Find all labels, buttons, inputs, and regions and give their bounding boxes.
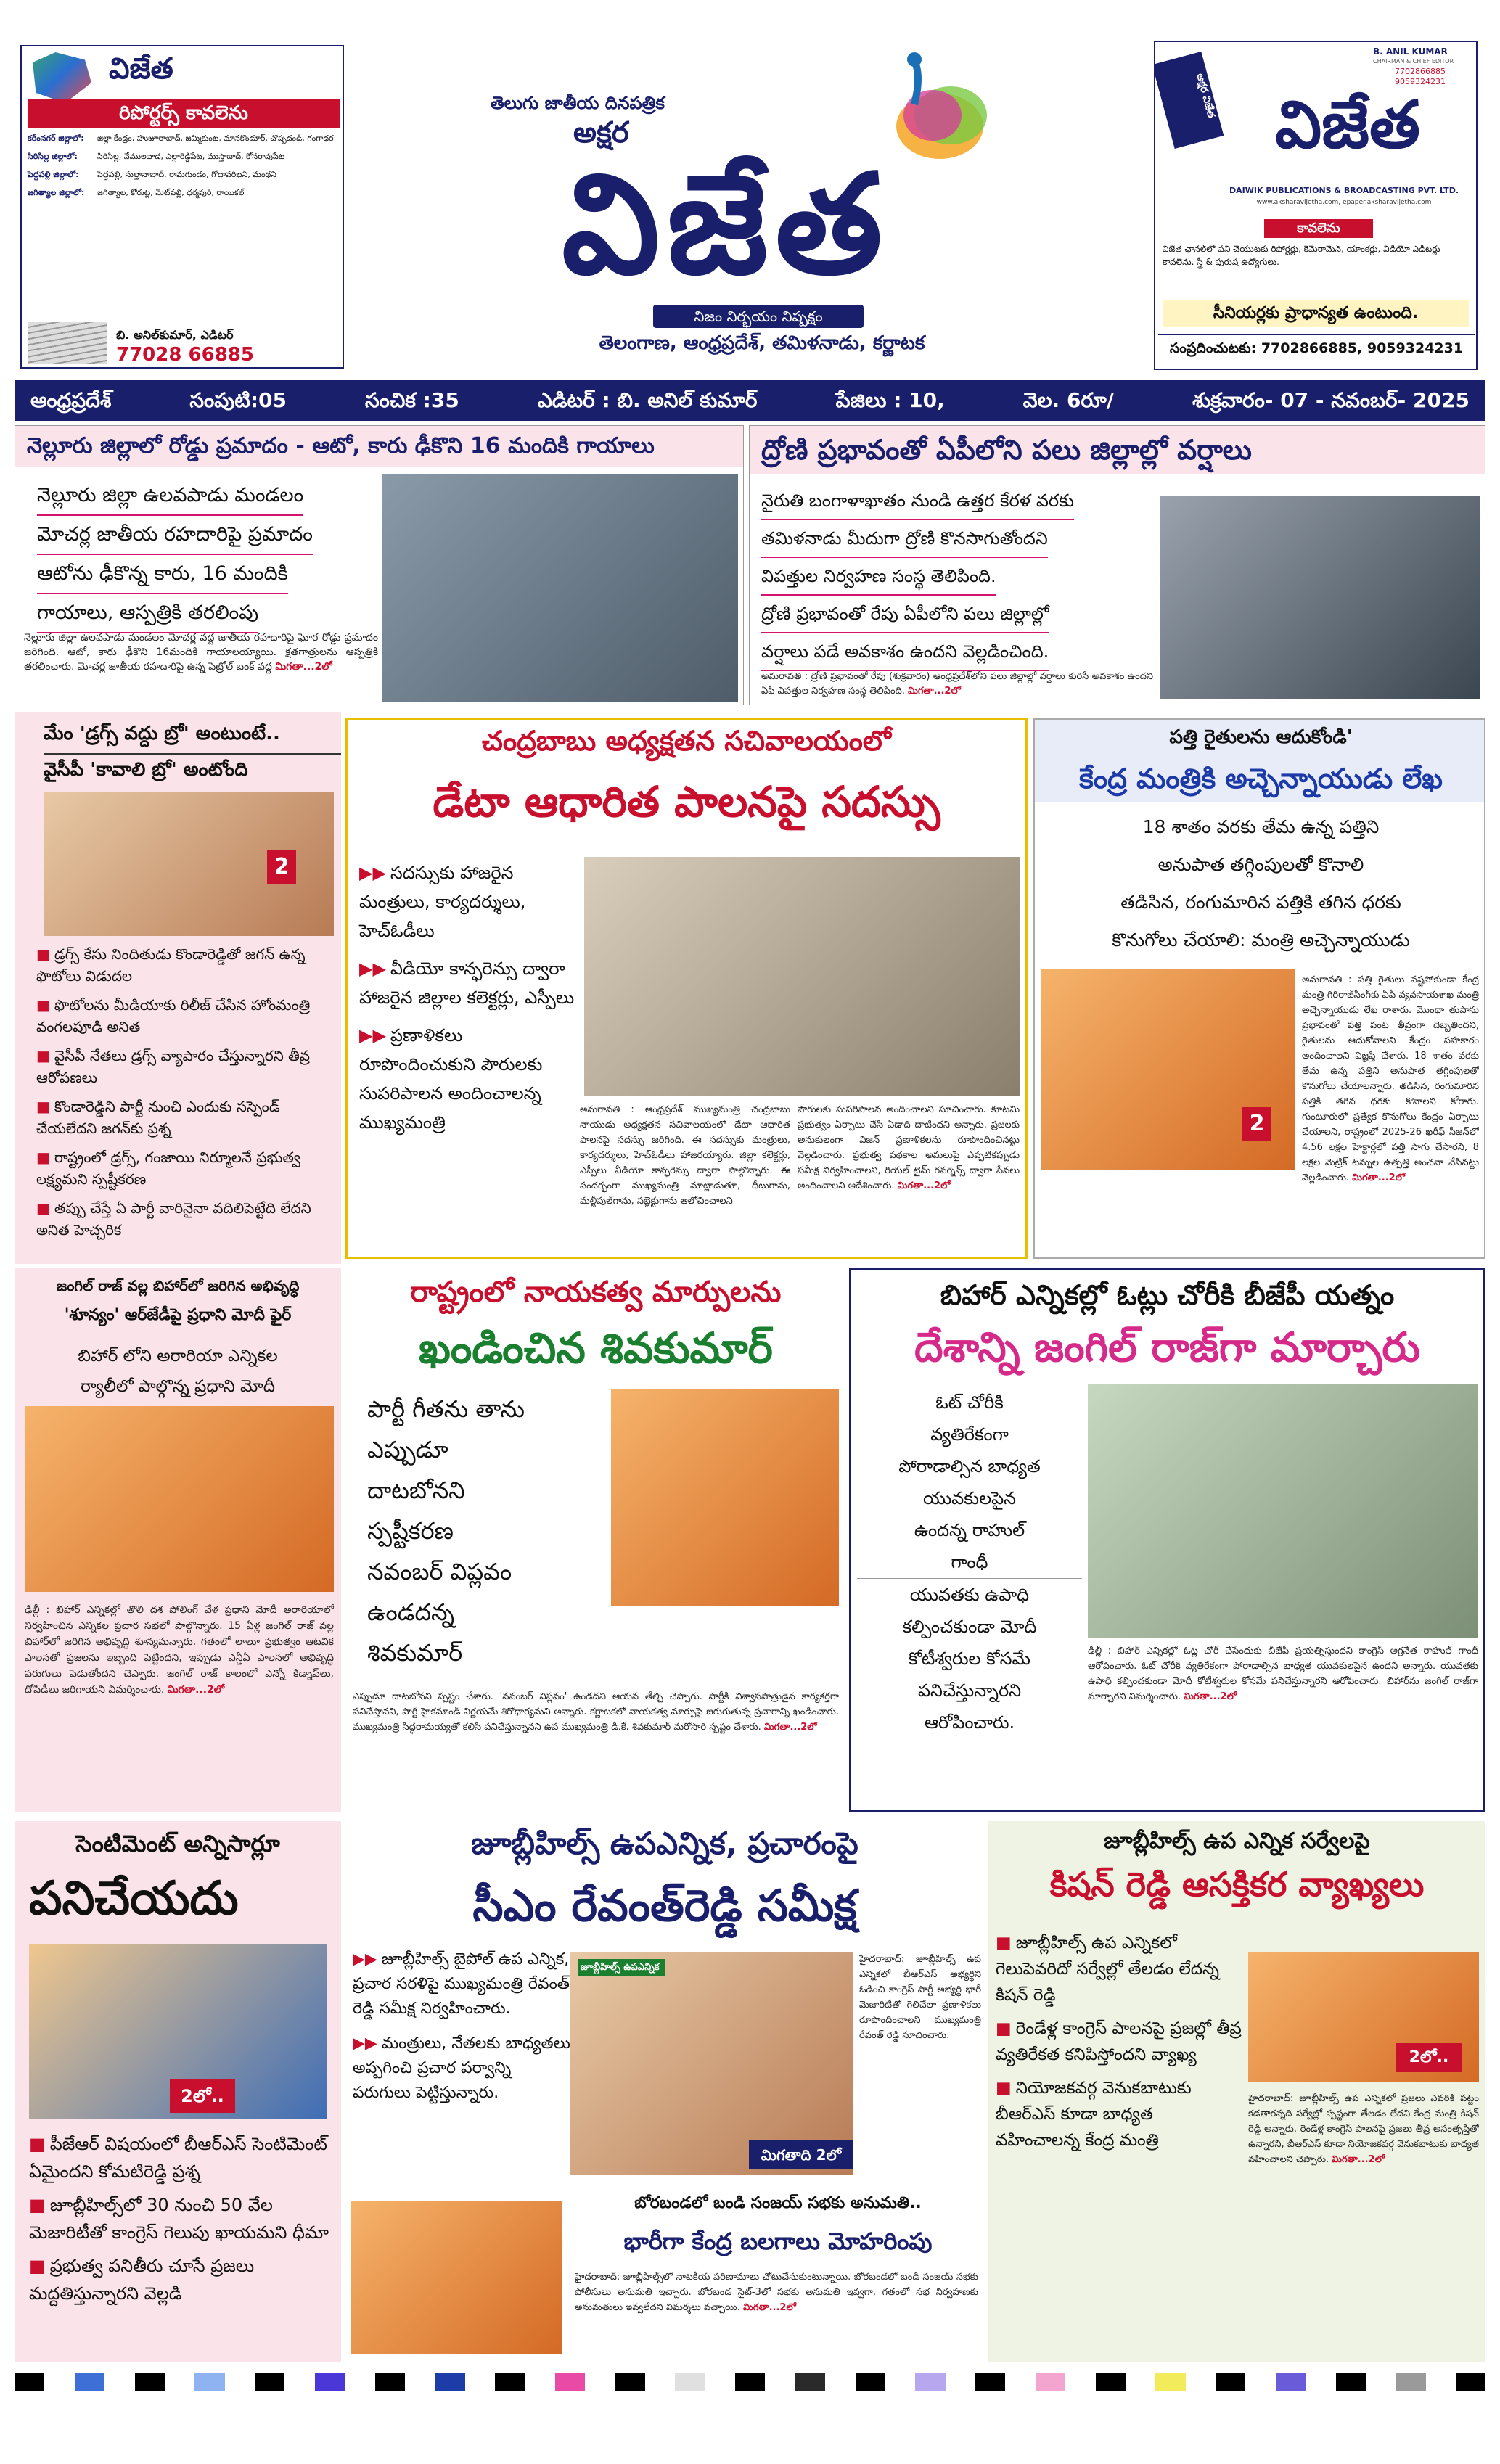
story8-line: ఉందన్న రాహుల్ <box>914 1520 1025 1540</box>
story7-lines <box>367 1389 607 1673</box>
story6-body: ఢిల్లీ : బిహార్ ఎన్నికల్లో తొలి దశ పోలింగ్ వేళ ప్రధాని మోదీ అరారియాలో నిర్వహించిన ఎన్నికల ప్రచార సభలో పాల్గొన్నారు. 15 ఏళ్ల జంగిల్ రాజ్ వల్ల బిహార్‌లో జరిగిన అభివృద్ధి శూన్యమన్నారు. గతంలో లాలూ ప్రభుత్వం ఆటవిక పాలనతో ప్రజలను ఇబ్బంది పెట్టిందని, ఇప్పుడు ఎన్డీఏ పాలనలో అభివృద్ధి పరుగులు పెడుతోందని చెప్పారు. జంగిల్ రాజ్ కాలంలో ఎన్నో కిడ్నాప్‌లు, దోపిడీలు జరిగాయని విమర్శించారు. మిగతా...2లో <box>25 1604 334 1696</box>
left-ad-row: జగిత్యాల జిల్లాలో: జగిత్యాల, కోరుట్ల, మెట్‌పల్లి, ధర్మపురి, రాయికల్ <box>28 188 245 197</box>
story11-headline: భారీగా కేంద్ర బలగాలు మోహరింపు <box>623 2227 933 2255</box>
story6-line: బిహార్ లోని అరారియా ఎన్నికల <box>78 1347 278 1366</box>
story7-line: పార్టీ గీతను తాను <box>367 1395 525 1423</box>
dateline-pages: పేజిలు : 10, <box>835 388 945 412</box>
story-data-governance <box>345 718 1028 1259</box>
right-ad-person: B. ANIL KUMAR <box>1373 46 1448 57</box>
bullet-item: ■ రెండేళ్ల కాంగ్రెస్ పాలనపై ప్రజల్లో తీవ్ర వ్యతిరేకత కనిపిస్తోందని వ్యాఖ్య <box>996 2019 1242 2064</box>
left-ad-row: సిరిసిల్ల జిల్లాలో: సిరిసిల్ల, వేములవాడ, ఎల్లారెడ్డిపేట, ముస్తాబాద్, కోనరావుపేట <box>28 152 285 161</box>
story7-line: ఉండదన్న <box>367 1598 455 1626</box>
story7-line: దాటబోనని <box>367 1477 465 1504</box>
story8-line: యువకులపైన <box>923 1488 1016 1508</box>
story3-headline2: వైసీపీ 'కావాలి బ్రో' అంటోంది <box>44 753 341 785</box>
accident-photo <box>382 474 738 702</box>
story5-headline: కేంద్ర మంత్రికి అచ్చెన్నాయుడు లేఖ <box>1035 755 1485 802</box>
story8-line: ఓట్ చోరీకి <box>935 1392 1004 1413</box>
story7-body: ఎప్పుడూ దాటబోనని స్పష్టం చేశారు. 'నవంబర్ విప్లవం' ఉండదని ఆయన తేల్చి చెప్పారు. పార్టీకి విశ్వాసపాత్రుడైన కార్యకర్తగా పనిచేస్తానని, పార్టీ హైకమాండ్ నిర్ణయమే శిరోధార్యమని అన్నారు. కర్ణాటకలో నాయకత్వ మార్పుపై జరుగుతున్న ప్రచారాన్ని ఖండించారు. ముఖ్యమంత్రి సిద్ధరామయ్యతో కలిసి పనిచేస్తున్నానని ఉప ముఖ్యమంత్రి డీ.కే. శివకుమార్ మరోసారి స్పష్టం చేశారు. మిగతా...2లో <box>353 1691 839 1733</box>
dateline-date: శుక్రవారం- 07 - నవంబర్- 2025 <box>1192 388 1470 412</box>
left-ad-brand: విజేత <box>109 52 173 86</box>
bandi-sanjay-photo <box>351 2201 562 2354</box>
story8-kicker: బిహార్ ఎన్నికల్లో ఓట్లు చోరీకి బీజేపీ యత్నం <box>940 1279 1395 1311</box>
story1-line: మోచర్ల జాతీయ రహదారిపై ప్రమాదం <box>37 516 378 555</box>
dateline-price: వెల. 6రూ/ <box>1022 388 1114 412</box>
story-shivakumar <box>345 1268 846 1812</box>
bullet-item: ▶▶ ప్రణాళికలు రూపొందించుకుని పౌరులకు సుపరిపాలన అందించాలన్న ముఖ్యమంత్రి <box>359 1025 543 1133</box>
bullet-item: ■ నియోజకవర్గ వెనుకబాటుకు బీఆర్ఎస్ కూడా బాధ్యత వహించాలన్న కేంద్ర మంత్రి <box>996 2079 1192 2150</box>
page-badge: 2లో.. <box>1396 2043 1462 2072</box>
bullet-item: ▶▶ మంత్రులు, నేతలకు బాధ్యతలు అప్పగించి ప్రచార పర్వాన్ని పరుగులు పెట్టిస్తున్నారు. <box>353 2034 570 2102</box>
story11-kicker: బోరబండలో బండి సంజయ్ సభకు అనుమతి.. <box>634 2194 922 2212</box>
story-trough-rains <box>749 425 1485 705</box>
masthead-states: తెలంగాణ, ఆంధ్రప్రదేశ్, తమిళనాడు, కర్ణాటక <box>599 332 925 354</box>
story1-line: నెల్లూరు జిల్లా ఉలవపాడు మండలం <box>37 477 378 516</box>
bullet-item: ■ ప్రభుత్వ పనితీరు చూసే ప్రజలు మద్దతిస్తున్నారని వెల్లడి <box>29 2256 255 2304</box>
story8-headline: దేశాన్ని జంగిల్ రాజ్‌గా మార్చారు <box>914 1324 1420 1371</box>
story11-body: హైదరాబాద్: జూబ్లీహిల్స్‌లో నాటకీయ పరిణామాలు చోటుచేసుకుంటున్నాయి. బోరబండలో బండి సంజయ్ సభకు పోలీసులు అనుమతి ఇచ్చారు. బోరబండ సైట్-3లో సభకు అనుమతి ఇవ్వగా, గతంలో సభ నిర్వహణకు అనుమతులు ఇవ్వలేదని విమర్శలు వచ్చాయి. మిగతా...2లో <box>575 2272 978 2313</box>
story-kishan-reddy <box>988 1821 1485 2362</box>
story6-line: ర్యాలీలో పాల్గొన్న ప్రధాని మోదీ <box>81 1377 275 1396</box>
umbrella-rain-photo <box>1160 496 1480 699</box>
story9-bullets <box>29 2130 334 2313</box>
story10-kicker: జూబ్లీహిల్స్ ఉపఎన్నిక, ప్రచారంపై <box>471 1826 858 1861</box>
story1-line: ఆటోను ఢీకొన్న కారు, 16 మందికి <box>37 555 378 594</box>
story12-body: హైదరాబాద్: జూబ్లీహిల్స్ ఉప ఎన్నికలో ప్రజలు ఎవరికి పట్టం కడతారన్నది సర్వేల్లో స్పష్టంగా తేలడం లేదని కేంద్ర మంత్రి కిషన్ రెడ్డి అన్నారు. రెండేళ్ల కాంగ్రెస్ పాలనపై ప్రజలు తీవ్ర అసంతృప్తితో ఉన్నారని, బీఆర్ఎస్ కూడా నియోజకవర్గ వెనుకబాటుకు బాధ్యత వహించాలని చెప్పారు. మిగతా...2లో <box>1248 2093 1479 2165</box>
right-ad-web: www.aksharavijetha.com, epaper.aksharavijetha.com <box>1256 199 1432 206</box>
chandrababu-photo <box>584 857 1020 1096</box>
right-ad-contact: సంప్రదించుటకు: 7702866885, 9059324231 <box>1158 334 1475 361</box>
story-modi-bihar <box>15 1268 341 1812</box>
story-revanth-review <box>345 1821 984 2184</box>
story-rahul-bihar <box>849 1268 1485 1812</box>
left-ad-contact-phone: 77028 66885 <box>116 344 254 366</box>
right-ad-brand: విజేత <box>1275 87 1420 163</box>
dateline-editor: ఎడిటర్ : బి. అనిల్ కుమార్ <box>537 388 758 412</box>
story-bandi-sanjay <box>345 2190 984 2361</box>
right-ad-role: CHAIRMAN & CHIEF EDITOR <box>1373 58 1454 65</box>
ap-map-graphic <box>26 52 91 103</box>
story4-headline: డేటా ఆధారిత పాలనపై సదస్సు <box>433 777 940 826</box>
right-ad-phone1: 7702866885 <box>1395 67 1446 76</box>
right-ad <box>1154 41 1478 370</box>
page-badge: 2 <box>267 850 296 884</box>
story2-line: విపత్తుల నిర్వహణ సంస్థ తెలిపింది. <box>761 558 1168 596</box>
story8-line: వ్యతిరేకంగా <box>930 1424 1009 1445</box>
story8-line: ఆరోపించారు. <box>924 1712 1015 1733</box>
photo-caption: జూబ్లీహిల్స్ ఉపఎన్నిక <box>578 1959 665 1976</box>
bullet-item: ▶▶ జూబ్లీహిల్స్ బైపోల్ ఉప ఎన్నిక, ప్రచార సరళిపై ముఖ్యమంత్రి రేవంత్ రెడ్డి సమీక్ష నిర్వహించారు. <box>353 1950 570 2018</box>
left-ad-headline: రిపోర్టర్స్ కావలెను <box>28 99 340 128</box>
dateline-state: ఆంధ్రప్రదేశ్ <box>30 388 112 412</box>
dateline-issue: సంచిక :35 <box>365 388 459 412</box>
story3-bullets <box>36 943 334 1248</box>
story4-body2: పౌరులకు సుపరిపాలన అందించాలని సూచించారు. కూటమి ప్రభుత్వం ఏర్పాటు చేసి ఏడాది దాటిందని అన్నారు. ప్రజలకు అనుకులంగా విజన్ ప్రణాళికలను రూపొందించినట్టు వెల్లడించారు. ప్రభుత్వ పథకాల అమలుపై ఎప్పటికప్పుడు సమీక్ష నిర్వహించాలని, రియల్ టైమ్ గవర్నెన్స్ ద్వారా సేవలు అందించాలని ఆదేశించారు. మిగతా...2లో <box>798 1104 1020 1191</box>
story-cotton-farmers <box>1033 718 1485 1259</box>
story2-line: వర్షాలు పడే అవకాశం ఉందని వెల్లడించింది. <box>761 633 1168 671</box>
story10-bullets <box>353 1947 570 2116</box>
page-badge: 2 <box>1242 1107 1271 1141</box>
story10-headline: సీఎం రేవంత్‌రెడ్డి సమీక్ష <box>472 1881 857 1931</box>
story7-line: శివకుమార్ <box>367 1639 463 1667</box>
masthead-tagline: తెలుగు జాతీయ దినపత్రిక <box>491 93 665 113</box>
story12-kicker: జూబ్లీహిల్స్ ఉప ఎన్నిక సర్వేలపై <box>1104 1828 1370 1854</box>
story2-lines <box>761 482 1168 671</box>
story5-body: అమరావతి : పత్తి రైతులు నష్టపోకుండా కేంద్ర మంత్రి గిరిరాజ్‌సింగ్‌కు ఏపీ వ్యవసాయశాఖ మంత్రి అచ్చెన్నాయుడు లేఖ రాశారు. మొంథా తుపాను ప్రభావంతో పత్తి పంట తీవ్రంగా దెబ్బతిందని, రైతులను ఆదుకోవాలని కేంద్రం సహకారం అందించాలని విజ్ఞప్తి చేశారు. 18 శాతం వరకు తేమ ఉన్న పత్తిని అనుపాత తగ్గింపులతో కొనుగోలు చేయాలన్నారు. తడిసిన, రంగుమారిన పత్తికి తగిన ధరకు కొనాలని కోరారు. గుంటూరులో ప్రత్యేక కొనుగోలు కేంద్రం ఏర్పాటు చేయాలని, రాష్ట్రంలో 2025-26 ఖరీఫ్ సీజన్‌లో 4.56 లక్షల హెక్టార్లలో పత్తి సాగు చేసారని, 8 లక్షల మెట్రిక్ టన్నుల ఉత్పత్తి అంచనా వేసినట్టు వెల్లడించారు. మిగతా...2లో <box>1302 974 1479 1183</box>
story7-line: స్పష్టీకరణ <box>367 1517 454 1545</box>
shivakumar-photo <box>611 1389 839 1606</box>
story8-lines <box>857 1387 1082 1738</box>
story9-headline: పనిచేయదు <box>29 1872 239 1926</box>
bullet-item: ▶▶ వీడియో కాన్ఫరెన్సు ద్వారా హాజరైన జిల్లాల కలెక్టర్లు, ఎస్పీలు <box>359 958 575 1008</box>
left-ad-contact-name: బి. అనిల్‌కుమార్, ఎడిటర్ <box>116 328 234 342</box>
story2-body: అమరావతి : ద్రోణి ప్రభావంతో రేపు (శుక్రవారం) ఆంధ్రప్రదేశ్‌లోని పలు జిల్లాల్లో వర్షాలు కురిసే అవకాశం ఉందని ఏపీ విపత్తుల నిర్వహణ సంస్థ తెలిపింది. మిగతా...2లో <box>761 671 1153 697</box>
page-badge: 2లో.. <box>170 2079 235 2113</box>
story5-lines <box>1035 808 1485 959</box>
left-ad-rows <box>28 132 340 205</box>
story2-headline: ద్రోణి ప్రభావంతో ఏపీలోని పలు జిల్లాల్లో వర్షాలు <box>750 426 1485 474</box>
story5-line: అనుపాత తగ్గింపులతో కొనాలి <box>1157 854 1364 875</box>
mic-graphic: అక్షర విజేత <box>1154 52 1224 149</box>
bullet-item: ■ కొండారెడ్డిని పార్టీ నుంచి ఎందుకు సస్పెండ్ చేయలేదని జగన్‌కు ప్రశ్న <box>36 1098 280 1137</box>
story4-kicker: చంద్రబాబు అధ్యక్షతన సచివాలయంలో <box>481 725 892 757</box>
story8-line: పోరాడాల్సిన బాధ్యత <box>898 1456 1041 1477</box>
story8-body: ఢిల్లీ : బిహార్ ఎన్నికల్లో ఓట్ల చోరీ చేసేందుకు బీజేపీ ప్రయత్నిస్తుందని కాంగ్రెస్ అగ్రనేత రాహుల్ గాంధీ ఆరోపించారు. ఓట్ చోరీకి వ్యతిరేకంగా పోరాడాల్సిన బాధ్యత యువకులపైన ఉందని అన్నారు. యువతకు ఉపాధి కల్పించకుండా మోదీ కోటీశ్వరుల కోసమే పనిచేస్తున్నారని ఆరోపించారు. బిహార్‌ను జంగిల్ రాజ్‌గా మార్చారని విమర్శించారు. మిగతా...2లో <box>1088 1646 1478 1702</box>
story2-line: నైరుతి బంగాళాఖాతం నుండి ఉత్తర కేరళ వరకు <box>761 482 1168 520</box>
masthead-brand: విజేత <box>562 144 890 305</box>
bullet-item: ▶▶ సదస్సుకు హాజరైన మంత్రులు, కార్యదర్శులు, హెచ్ఓడీలు <box>359 863 526 941</box>
right-ad-company: DAIWIK PUBLICATIONS & BROADCASTING PVT. LTD. <box>1229 186 1459 195</box>
registration-color-strip <box>15 2373 1485 2391</box>
bullet-item: ■ డ్రగ్స్ కేసు నిందితుడు కొండారెడ్డితో జగన్ ఉన్న ఫొటోలు విడుదల <box>36 945 306 985</box>
page-badge: మిగతాది 2లో <box>749 2140 853 2169</box>
right-ad-note: సీనియర్లకు ప్రాధాన్యత ఉంటుంది. <box>1163 300 1469 327</box>
dateline-bar <box>15 380 1485 421</box>
bullet-item: ■ పీజేఆర్ విషయంలో బీఆర్ఎస్ సెంటిమెంట్ ఏమైందని కోమటిరెడ్డి ప్రశ్న <box>29 2134 327 2182</box>
story10-body: హైదరాబాద్: జూబ్లీహిల్స్ ఉప ఎన్నికలో బీఆర్ఎస్ అభ్యర్థిని ఓడించి కాంగ్రెస్ పార్టీ అభ్యర్థి భారీ మెజారిటీతో గెలిచేలా ప్రణాళికలు రూపొందించాలని ముఖ్యమంత్రి రేవంత్ రెడ్డి సూచించారు. <box>859 1954 981 2041</box>
masthead-brand-small: అక్షర <box>573 116 629 149</box>
story1-headline: నెల్లూరు జిల్లాలో రోడ్డు ప్రమాదం - ఆటో, కారు ఢీకొని 16 మందికి గాయాలు <box>15 426 744 467</box>
left-ad <box>20 45 344 369</box>
story-komatireddy <box>15 1821 341 2362</box>
left-ad-row: పెద్దపల్లి జిల్లాలో: పెద్దపల్లి, సుల్తానాబాద్, రామగుండం, గోదావరిఖని, మంథని <box>28 170 277 179</box>
story6-kicker2: 'శూన్యం' ఆర్‌జేడీపై ప్రధాని మోదీ ఫైర్ <box>64 1306 292 1324</box>
left-ad-row: కరీంనగర్ జిల్లాలో: జిల్లా కేంద్రం, హుజూరాబాద్, జమ్మికుంట, మానకొండూర్, చొప్పదండి, గంగాధర <box>28 134 334 143</box>
right-ad-body: విజేత ఛానల్‌లో పని చేయుటకు రిపోర్టర్లు, కెమెరామెన్, యాంకర్లు, వీడియో ఎడిటర్లు కావలెను. స్త్రీ & పురుష ఉద్యోగులు. <box>1163 244 1440 267</box>
newspaper-stack-graphic <box>28 322 107 364</box>
right-ad-phone2: 9059324231 <box>1395 77 1446 86</box>
story5-line: కొనుగోలు చేయాలి: మంత్రి అచ్చెన్నాయుడు <box>1112 929 1410 950</box>
story6-lines <box>15 1341 341 1402</box>
story1-line: గాయాలు, ఆస్పత్రికి తరలింపు <box>37 594 378 633</box>
story7-headline: ఖండించిన శివకుమార్ <box>419 1323 773 1373</box>
story9-kicker: సెంటిమెంట్ అన్నిసార్లూ <box>75 1830 280 1857</box>
story7-kicker: రాష్ట్రంలో నాయకత్వ మార్పులను <box>410 1276 782 1309</box>
story8-line: కల్పించకుండా మోదీ <box>902 1617 1037 1637</box>
bullet-item: ■ రాష్ట్రంలో డ్రగ్స్, గంజాయి నిర్మూలనే ప్రభుత్వ లక్ష్యమని స్పష్టీకరణ <box>36 1149 301 1188</box>
story7-line: నవంబర్ విప్లవం <box>367 1558 512 1585</box>
story12-bullets <box>996 1930 1242 2161</box>
story7-line: ఎప్పుడూ <box>367 1436 448 1463</box>
masthead-motto: నిజం నిర్భయం నిష్పక్షం <box>653 305 864 328</box>
story2-line: ద్రోణి ప్రభావంతో రేపు ఏపీలోని పలు జిల్లాల్లో <box>761 596 1168 633</box>
story3-headline1: మేం 'డ్రగ్స్ వద్దు బ్రో' అంటుంటే.. <box>44 723 280 744</box>
rahul-gandhi-photo <box>1088 1384 1478 1638</box>
story8-line: కోటీశ్వరుల కోసమే <box>909 1648 1030 1669</box>
dateline-volume: సంపుటి:05 <box>189 388 287 412</box>
story8-line: గాంధీ <box>951 1552 988 1572</box>
story12-headline: కిషన్ రెడ్డి ఆసక్తికర వ్యాఖ్యలు <box>1049 1865 1425 1904</box>
story8-line: యువతకు ఉపాధి <box>857 1578 1082 1611</box>
story5-line: 18 శాతం వరకు తేమ ఉన్న పత్తిని <box>1142 816 1380 837</box>
story6-kicker1: జంగిల్ రాజ్ వల్ల బిహార్‌లో జరిగిన అభివృద్ధి <box>56 1277 300 1294</box>
bullet-item: ■ తప్పు చేస్తే ఏ పార్టీ వారినైనా వదిలిపెట్టేది లేదని అనిత హెచ్చరిక <box>36 1199 311 1239</box>
story4-body1: అమరావతి : ఆంధ్రప్రదేశ్ ముఖ్యమంత్రి చంద్రబాబు నాయుడు అధ్యక్షతన సచివాలయంలో డేటా ఆధారిత పాలనపై సదస్సు జరిగింది. ఈ సదస్సుకు మంత్రులు, కార్యదర్శులు, హెచ్ఓడీలు హాజరయ్యారు. జిల్లా కలెక్టర్లు, ఎస్పీలు వీడియో కాన్ఫరెన్సు ద్వారా పాల్గొన్నారు. ఈ సందర్భంగా ముఖ్యమంత్రి మాట్లాడుతూ, ధీటుగాను, మల్టీపుల్‌గాను, సబ్జెక్టుగాను ఆలోచించాలని <box>580 1104 790 1207</box>
right-ad-headline: కావలెను <box>1264 219 1373 238</box>
story1-lines <box>37 477 378 633</box>
story1-body: నెల్లూరు జిల్లా ఉలవపాడు మండలం మోచర్ల వద్ద జాతీయ రహదారిపై ఘోర రోడ్డు ప్రమాదం జరిగింది. ఆటో, కారు ఢీకొని 16మందికి గాయాలయ్యాయి. క్షతగాత్రులను ఆస్పత్రికి తరలించారు. మోచర్ల జాతీయ రహదారిపై ఉన్న పెట్రోల్ బంక్ వద్ద మిగతా...2లో <box>24 632 378 673</box>
story5-line: తడిసిన, రంగుమారిన పత్తికి తగిన ధరకు <box>1120 892 1401 913</box>
story2-line: తమిళనాడు మీదుగా ద్రోణి కొనసాగుతోందని <box>761 520 1168 558</box>
bullet-item: ■ వైసీపీ నేతలు డ్రగ్స్ వ్యాపారం చేస్తున్నారని తీవ్ర ఆరోపణలు <box>36 1047 311 1086</box>
bullet-item: ■ జూబ్లీహిల్స్ ఉప ఎన్నికలో గెలుపెవరిదో సర్వేల్లో తేలడం లేదన్న కిషన్ రెడ్డి <box>996 1934 1220 2005</box>
story-drugs-ysrcp <box>15 712 341 1264</box>
modi-rally-photo <box>25 1406 334 1592</box>
bullet-item: ■ ఫొటోలను మీడియాకు రిలీజ్ చేసిన హోంమంత్రి వంగలపూడి అనిత <box>36 996 311 1035</box>
story4-bullets <box>359 858 577 1146</box>
story-nellore-accident <box>15 425 744 705</box>
story5-kicker: పత్తి రైతులను ఆదుకోండి' <box>1035 720 1485 755</box>
bullet-item: ■ జూబ్లీహిల్స్‌లో 30 నుంచి 50 వేల మెజారిటీతో కాంగ్రెస్ గెలుపు ఖాయమని ధీమా <box>29 2195 329 2243</box>
story8-line: పనిచేస్తున్నారని <box>917 1680 1022 1701</box>
